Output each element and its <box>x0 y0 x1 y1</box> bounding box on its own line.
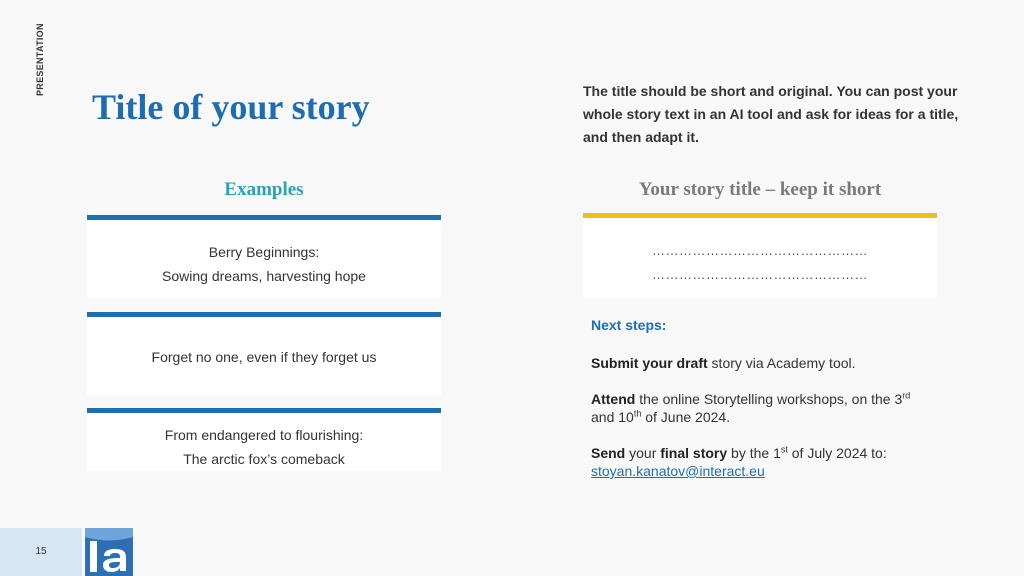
step2-sup-1: rd <box>902 390 911 401</box>
example-card-1 <box>87 215 441 298</box>
title-placeholder-line-1: ………………………………………… <box>652 243 868 258</box>
examples-heading: Examples <box>224 179 304 200</box>
step1-text: story via Academy tool. <box>707 355 856 371</box>
page-number-box <box>0 528 82 576</box>
your-title-heading: Your story title – keep it short <box>638 179 882 200</box>
next-steps-heading: Next steps: <box>591 317 667 333</box>
step-submit-draft <box>591 354 931 372</box>
step3-bold-2: final story <box>660 445 728 461</box>
step3-text-2: by the 1 <box>727 445 781 461</box>
page-number: 15 <box>35 546 47 557</box>
step2-bold: Attend <box>591 391 636 407</box>
title-placeholder-line-2: ………………………………………… <box>652 267 868 282</box>
example-3-line-2: The arctic fox’s comeback <box>183 451 345 467</box>
your-title-box[interactable] <box>583 213 937 298</box>
example-card-3 <box>87 408 441 471</box>
email-link[interactable]: stoyan.kanatov@interact.eu <box>591 463 765 479</box>
step1-bold: Submit your draft <box>591 355 708 371</box>
example-card-2 <box>87 312 441 395</box>
step-attend-workshops <box>591 390 931 426</box>
example-1-line-2: Sowing dreams, harvesting hope <box>162 268 366 284</box>
step2-text-2: and 10 <box>591 409 634 425</box>
step-send-final-story <box>591 444 931 480</box>
step3-text-1: your <box>625 445 661 461</box>
step2-text-3: of June 2024. <box>641 409 731 425</box>
step2-text-1: the online Storytelling workshops, on the 3 <box>635 391 903 407</box>
example-3-line-1: From endangered to flourishing: <box>164 427 364 443</box>
interact-logo <box>85 528 133 576</box>
step3-bold-1: Send <box>591 445 626 461</box>
presentation-label: PRESENTATION <box>35 23 45 96</box>
example-2-line-1: Forget no one, even if they forget us <box>151 349 377 365</box>
step3-text-3: of July 2024 to: <box>787 445 887 461</box>
example-1-line-1: Berry Beginnings: <box>208 244 320 260</box>
page-title: Title of your story <box>92 87 370 127</box>
intro-text: The title should be short and original. You can post your whole story text in an AI tool and ask for ideas for a title, and then adapt it. <box>583 83 959 145</box>
step2-sup-2: th <box>633 408 642 419</box>
step3-sup: st <box>780 444 788 455</box>
side-label <box>22 20 62 96</box>
